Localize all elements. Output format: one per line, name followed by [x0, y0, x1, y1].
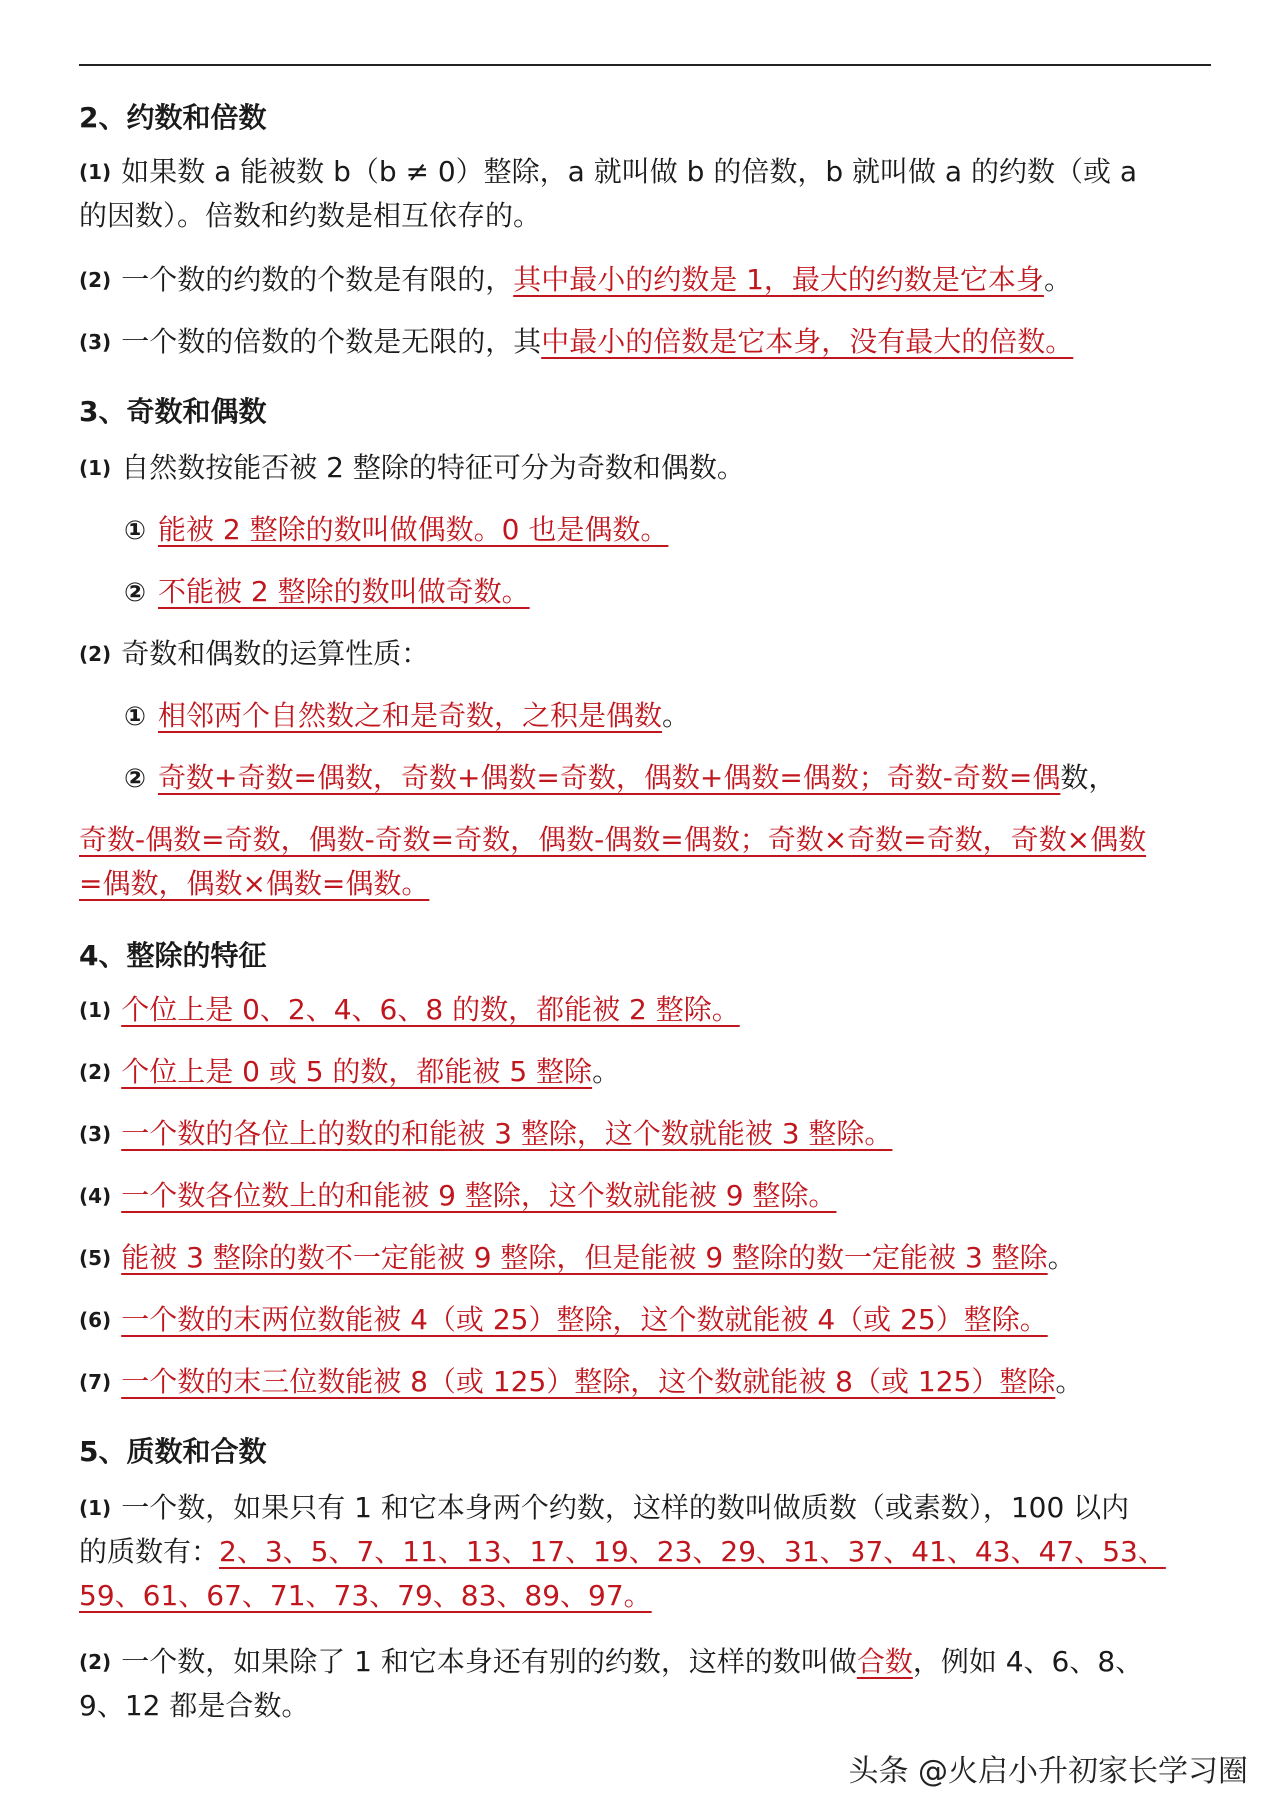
section-2-title: 2、约数和倍数	[79, 101, 267, 134]
item-number: (1)	[79, 160, 112, 184]
answer-text: 不能被 2 整除的数叫做奇数。	[158, 575, 530, 608]
s5-item1-line1	[79, 1486, 1129, 1530]
answer-text: 其中最小的约数是 1，最大的约数是它本身	[513, 263, 1044, 296]
section-4-title: 4、整除的特征	[79, 939, 267, 972]
answer-text: 中最小的倍数是它本身，没有最大的倍数。	[541, 325, 1074, 358]
item-text-end: 。	[1055, 1365, 1084, 1398]
answer-text: 相邻两个自然数之和是奇数，之积是偶数	[158, 699, 663, 732]
item-text-end: 数，	[1060, 761, 1117, 794]
answer-text: 一个数的末三位数能被 8（或 125）整除，这个数就能被 8（或 125）整除	[121, 1365, 1056, 1398]
s3-circle1	[124, 508, 668, 553]
watermark: 头条 @火启小升初家长学习圈	[848, 1754, 1248, 1789]
item-text-end: 。	[662, 699, 691, 732]
s3-circle4	[124, 756, 1116, 801]
s3-circle3	[124, 694, 690, 739]
item-number: (1)	[79, 1496, 112, 1520]
s2-item1-line1	[79, 150, 1137, 194]
s4-item	[79, 1112, 892, 1156]
item-text: 奇数和偶数的运算性质：	[121, 637, 430, 670]
s3-circle4-line3: =偶数，偶数×偶数=偶数。	[79, 867, 430, 900]
s3-circle2	[124, 570, 530, 615]
item-text: 如果数 a 能被数 b（b ≠ 0）整除，a 就叫做 b 的倍数，b 就叫做 a 的约数（或 a	[121, 155, 1138, 188]
s3-circle4-line2: 奇数-偶数=奇数，偶数-奇数=奇数，偶数-偶数=偶数；奇数×奇数=奇数，奇数×偶数	[79, 823, 1147, 856]
section-5-title: 5、质数和合数	[79, 1435, 267, 1468]
item-number: (6)	[79, 1308, 112, 1332]
item-number: (2)	[79, 268, 112, 292]
answer-text: 能被 2 整除的数叫做偶数。0 也是偶数。	[158, 513, 669, 546]
top-rule	[79, 64, 1211, 66]
item-text-end: 。	[592, 1055, 621, 1088]
item-text: 一个数的倍数的个数是无限的，其	[121, 325, 542, 358]
circle-number: ①	[124, 516, 147, 546]
circle-number: ②	[124, 578, 147, 608]
s4-item	[79, 1050, 620, 1094]
s4-item	[79, 1174, 836, 1218]
item-number: (3)	[79, 1122, 112, 1146]
s4-item	[79, 988, 740, 1032]
item-text: 一个数的约数的个数是有限的，	[121, 263, 514, 296]
item-text: 一个数，如果只有 1 和它本身两个约数，这样的数叫做质数（或素数），100 以内	[121, 1491, 1130, 1524]
answer-text: 一个数各位数上的和能被 9 整除，这个数就能被 9 整除。	[121, 1179, 837, 1212]
s4-item	[79, 1360, 1083, 1404]
item-number: (5)	[79, 1246, 112, 1270]
item-text: 自然数按能否被 2 整除的特征可分为奇数和偶数。	[121, 451, 745, 484]
item-number: (1)	[79, 456, 112, 480]
s4-item	[79, 1236, 1076, 1280]
item-text-end: 。	[1043, 263, 1072, 296]
item-text-end: ，例如 4、6、8、	[912, 1645, 1144, 1678]
answer-text: 一个数的各位上的数的和能被 3 整除，这个数就能被 3 整除。	[121, 1117, 893, 1150]
item-number: (4)	[79, 1184, 112, 1208]
circle-number: ①	[124, 702, 147, 732]
s4-item	[79, 1298, 1048, 1342]
s5-item2-line1	[79, 1640, 1143, 1684]
item-text: 的质数有：	[79, 1535, 220, 1568]
answer-text: 合数	[856, 1645, 913, 1678]
circle-number: ②	[124, 764, 147, 794]
item-number: (2)	[79, 642, 112, 666]
item-text-end: 。	[1047, 1241, 1076, 1274]
item-number: (3)	[79, 330, 112, 354]
s2-item2	[79, 258, 1072, 302]
s2-item1-line2: 的因数）。倍数和约数是相互依存的。	[79, 199, 542, 232]
section-3-title: 3、奇数和偶数	[79, 395, 267, 428]
answer-text: 2、3、5、7、11、13、17、19、23、29、31、37、41、43、47、53、	[219, 1535, 1166, 1568]
item-number: (7)	[79, 1370, 112, 1394]
item-number: (2)	[79, 1060, 112, 1084]
item-number: (2)	[79, 1650, 112, 1674]
s3-item2	[79, 632, 429, 676]
answer-text: 奇数+奇数=偶数，奇数+偶数=奇数，偶数+偶数=偶数；奇数-奇数=偶	[158, 761, 1061, 794]
s3-item1	[79, 446, 745, 490]
answer-text: 一个数的末两位数能被 4（或 25）整除，这个数就能被 4（或 25）整除。	[121, 1303, 1048, 1336]
answer-text: 个位上是 0、2、4、6、8 的数，都能被 2 整除。	[121, 993, 740, 1026]
s5-item1-line3: 59、61、67、71、73、79、83、89、97。	[79, 1579, 652, 1612]
answer-text: 能被 3 整除的数不一定能被 9 整除，但是能被 9 整除的数一定能被 3 整除	[121, 1241, 1048, 1274]
answer-text: 个位上是 0 或 5 的数，都能被 5 整除	[121, 1055, 593, 1088]
s5-item2-line2: 9、12 都是合数。	[79, 1689, 310, 1722]
s5-item1-line2	[79, 1530, 1166, 1574]
s2-item3	[79, 320, 1073, 364]
item-text: 一个数，如果除了 1 和它本身还有别的约数，这样的数叫做	[121, 1645, 857, 1678]
item-number: (1)	[79, 998, 112, 1022]
